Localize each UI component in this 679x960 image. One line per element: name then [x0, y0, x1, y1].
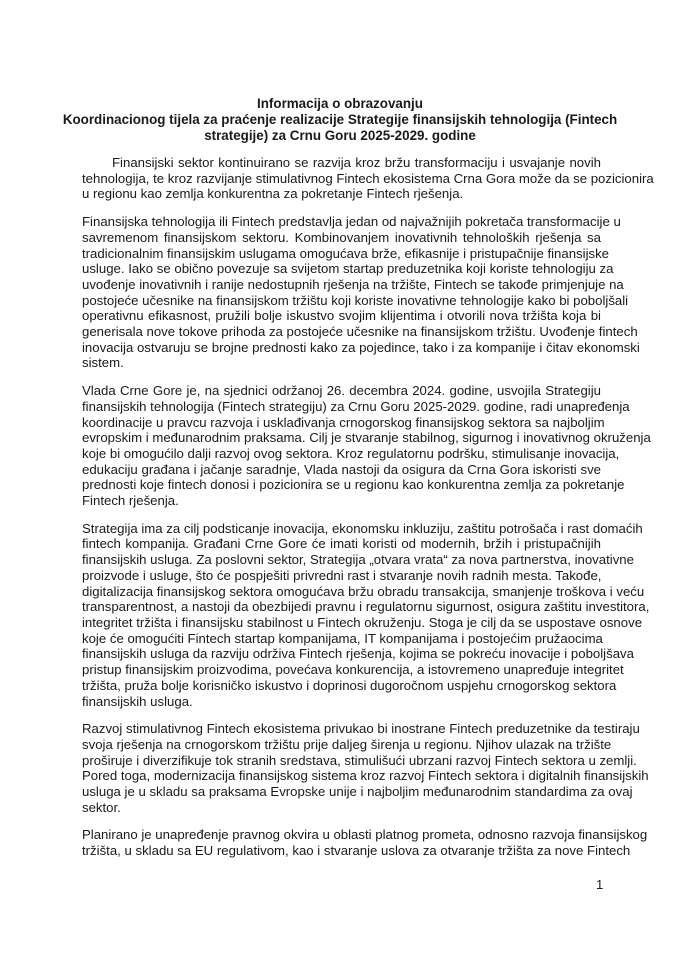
text-line: koje bi omogućilo dalji razvoj ovog sektora. Kroz regulatornu podršku, stimulisanje inovacija, — [82, 445, 620, 461]
text-line: pristup finansijskim proizvodima, povećava konkurencija, a istovremeno unapređuje integritet — [82, 662, 624, 678]
text-line: digitalizacija finansijskog sektora omogućava bržu obradu transakcija, smanjenje troškova i veću — [82, 583, 645, 599]
paragraph — [82, 520, 650, 709]
text-line: Fintech rješenja. — [82, 493, 179, 509]
text-line: uvođenje inovativnih i ranije nedostupnih rješenja na tržište, Fintech se takođe primjenjuje na — [82, 276, 624, 292]
text-line: sektor. — [82, 799, 121, 815]
text-line: transparentnost, a nastoji da obezbijedi pravnu i regulatornu sigurnost, osigura zaštitu investitora, — [82, 599, 650, 615]
text-line: usluga je u skladu sa praksama Evropske unije i najboljim međunarodnim standardima za ovaj — [82, 784, 633, 800]
text-line: Pored toga, modernizacija finansijskog sistema kroz razvoj Fintech sektora i digitalnih finansijskih — [82, 768, 649, 784]
text-line: Razvoj stimulativnog Fintech ekosistema privukao bi inostrane Fintech preduzetnike da testiraju — [82, 721, 640, 737]
text-line: savremenom finansijskom sektoru. Kombinovanjem inovativnih tehnoloških rješenja sa — [82, 229, 601, 245]
text-line: u regionu kao zemlja konkurentna za pokretanje Fintech rješenja. — [82, 186, 464, 202]
paragraph — [82, 383, 651, 509]
paragraph — [82, 214, 640, 371]
text-line: tržišta, pruža bolje korisničko iskustvo i doprinosi dugoročnom uspjehu crnogorskog sektora — [82, 677, 617, 693]
text-line: Finansijski sektor kontinuirano se razvija kroz bržu transformaciju i usvajanje novih — [112, 155, 601, 170]
text-line: proširuje i diverzifikuje tok stranih sredstava, stimulišući ubrzani razvoj Fintech sektora u zemlji. — [82, 752, 637, 768]
text-line: finansijskih usluga da razviju održiva Fintech rješenja, kojima se pokreću inovacije i poboljšava — [82, 646, 634, 662]
text-line: tradicionalnim finansijskim uslugama omogućava brže, efikasnije i pristupačnije finansijske — [82, 245, 610, 261]
paragraph — [82, 155, 654, 202]
text-line: finansijskih usluga. — [82, 693, 193, 709]
text-line: evropskim i međunarodnim praksama. Cilj je stvaranje stabilnog, sigurnog i inovativnog okruženja — [82, 430, 651, 446]
document-body — [82, 155, 654, 871]
text-line: fintech kompanija. Građani Crne Gore će imati koristi od modernih, bržih i pristupačnijih — [82, 536, 601, 552]
paragraph — [82, 827, 648, 859]
document-title — [40, 96, 640, 144]
title-line: Koordinacionog tijela za praćenje realizacije Strategije finansijskih tehnologija (Fintech — [62, 112, 618, 127]
text-line: Strategija ima za cilj podsticanje inovacija, ekonomsku inkluziju, zaštitu potrošača i rast domaćih — [82, 520, 643, 536]
text-line: integritet tržišta i finansijsku stabilnost u Fintech okruženju. Stoga je cilj da se uspostave osnove — [82, 614, 643, 630]
text-line: prednosti koje fintech donosi i pozicionira se u regionu kao konkurentna zemlja za pokretanje — [82, 477, 625, 493]
page-number: 1 — [596, 877, 604, 892]
text-line: inovacija ostvaruju se brojne prednosti kako za pojedince, tako i za kompanije i čitav ekonomski — [82, 339, 640, 355]
text-line: proizvode i usluge, što će pospješiti privredni rast i stvaranje novih radnih mesta. Takođe, — [82, 567, 602, 583]
text-line: koje će omogućiti Fintech startap kompanijama, IT kompanijama i postojećim pružaocima — [82, 630, 603, 646]
text-line: edukaciju građana i jačanje saradnje, Vlada nastoji da osigura da Crna Gora iskoristi sve — [82, 461, 601, 477]
text-line: tehnologija, te kroz razvijanje stimulativnog Fintech ekosistema Crna Gora može da se pozicionira — [82, 170, 654, 186]
text-line: sistem. — [82, 355, 124, 371]
text-line: svoja rješenja na crnogorskom tržištu prije daljeg širenja u regionu. Njihov ulazak na tržište — [82, 736, 612, 752]
text-line: Planirano je unapređenje pravnog okvira u oblasti platnog prometa, odnosno razvoja finansijskog — [82, 827, 648, 843]
text-line: koordinacije u pravcu razvoja i usklađivanja crnogorskog finansijskog sektora sa najboljim — [82, 414, 605, 430]
paragraph — [82, 721, 649, 815]
title-line: strategije) za Crnu Goru 2025-2029. godine — [204, 128, 476, 143]
title-line: Informacija o obrazovanju — [257, 96, 423, 111]
text-line: Finansijska tehnologija ili Fintech predstavlja jedan od najvažnijih pokretača transformacije u — [82, 214, 621, 230]
text-line: usluge. Iako se obično povezuje sa svijetom startap preduzetnika koji koriste tehnologiju za — [82, 261, 614, 277]
text-line: Vlada Crne Gore je, na sjednici održanoj 26. decembra 2024. godine, usvojila Strategiju — [82, 383, 601, 399]
text-line: tržišta, u skladu sa EU regulativom, kao i stvaranje uslova za otvaranje tržišta za nove Fintech — [82, 843, 631, 859]
text-line: operativnu efikasnost, pružili bolje iskustvo svojim klijentima i otvorili nova tržišta koja bi — [82, 308, 601, 324]
text-line: postojeće učesnike na finansijskom tržištu koji koriste inovativne tehnologije kako bi poboljšali — [82, 292, 629, 308]
text-line: generisala nove tokove prihoda za postojeće učesnike na finansijskom tržištu. Uvođenje fintech — [82, 324, 638, 340]
text-line: finansijskih tehnologija (Fintech strategiju) za Crnu Goru 2025-2029. godine, radi unapređenja — [82, 398, 630, 414]
text-line: finansijskih usluga. Za poslovni sektor, Strategija „otvara vrata“ za nova partnerstva, inovativne — [82, 552, 634, 568]
